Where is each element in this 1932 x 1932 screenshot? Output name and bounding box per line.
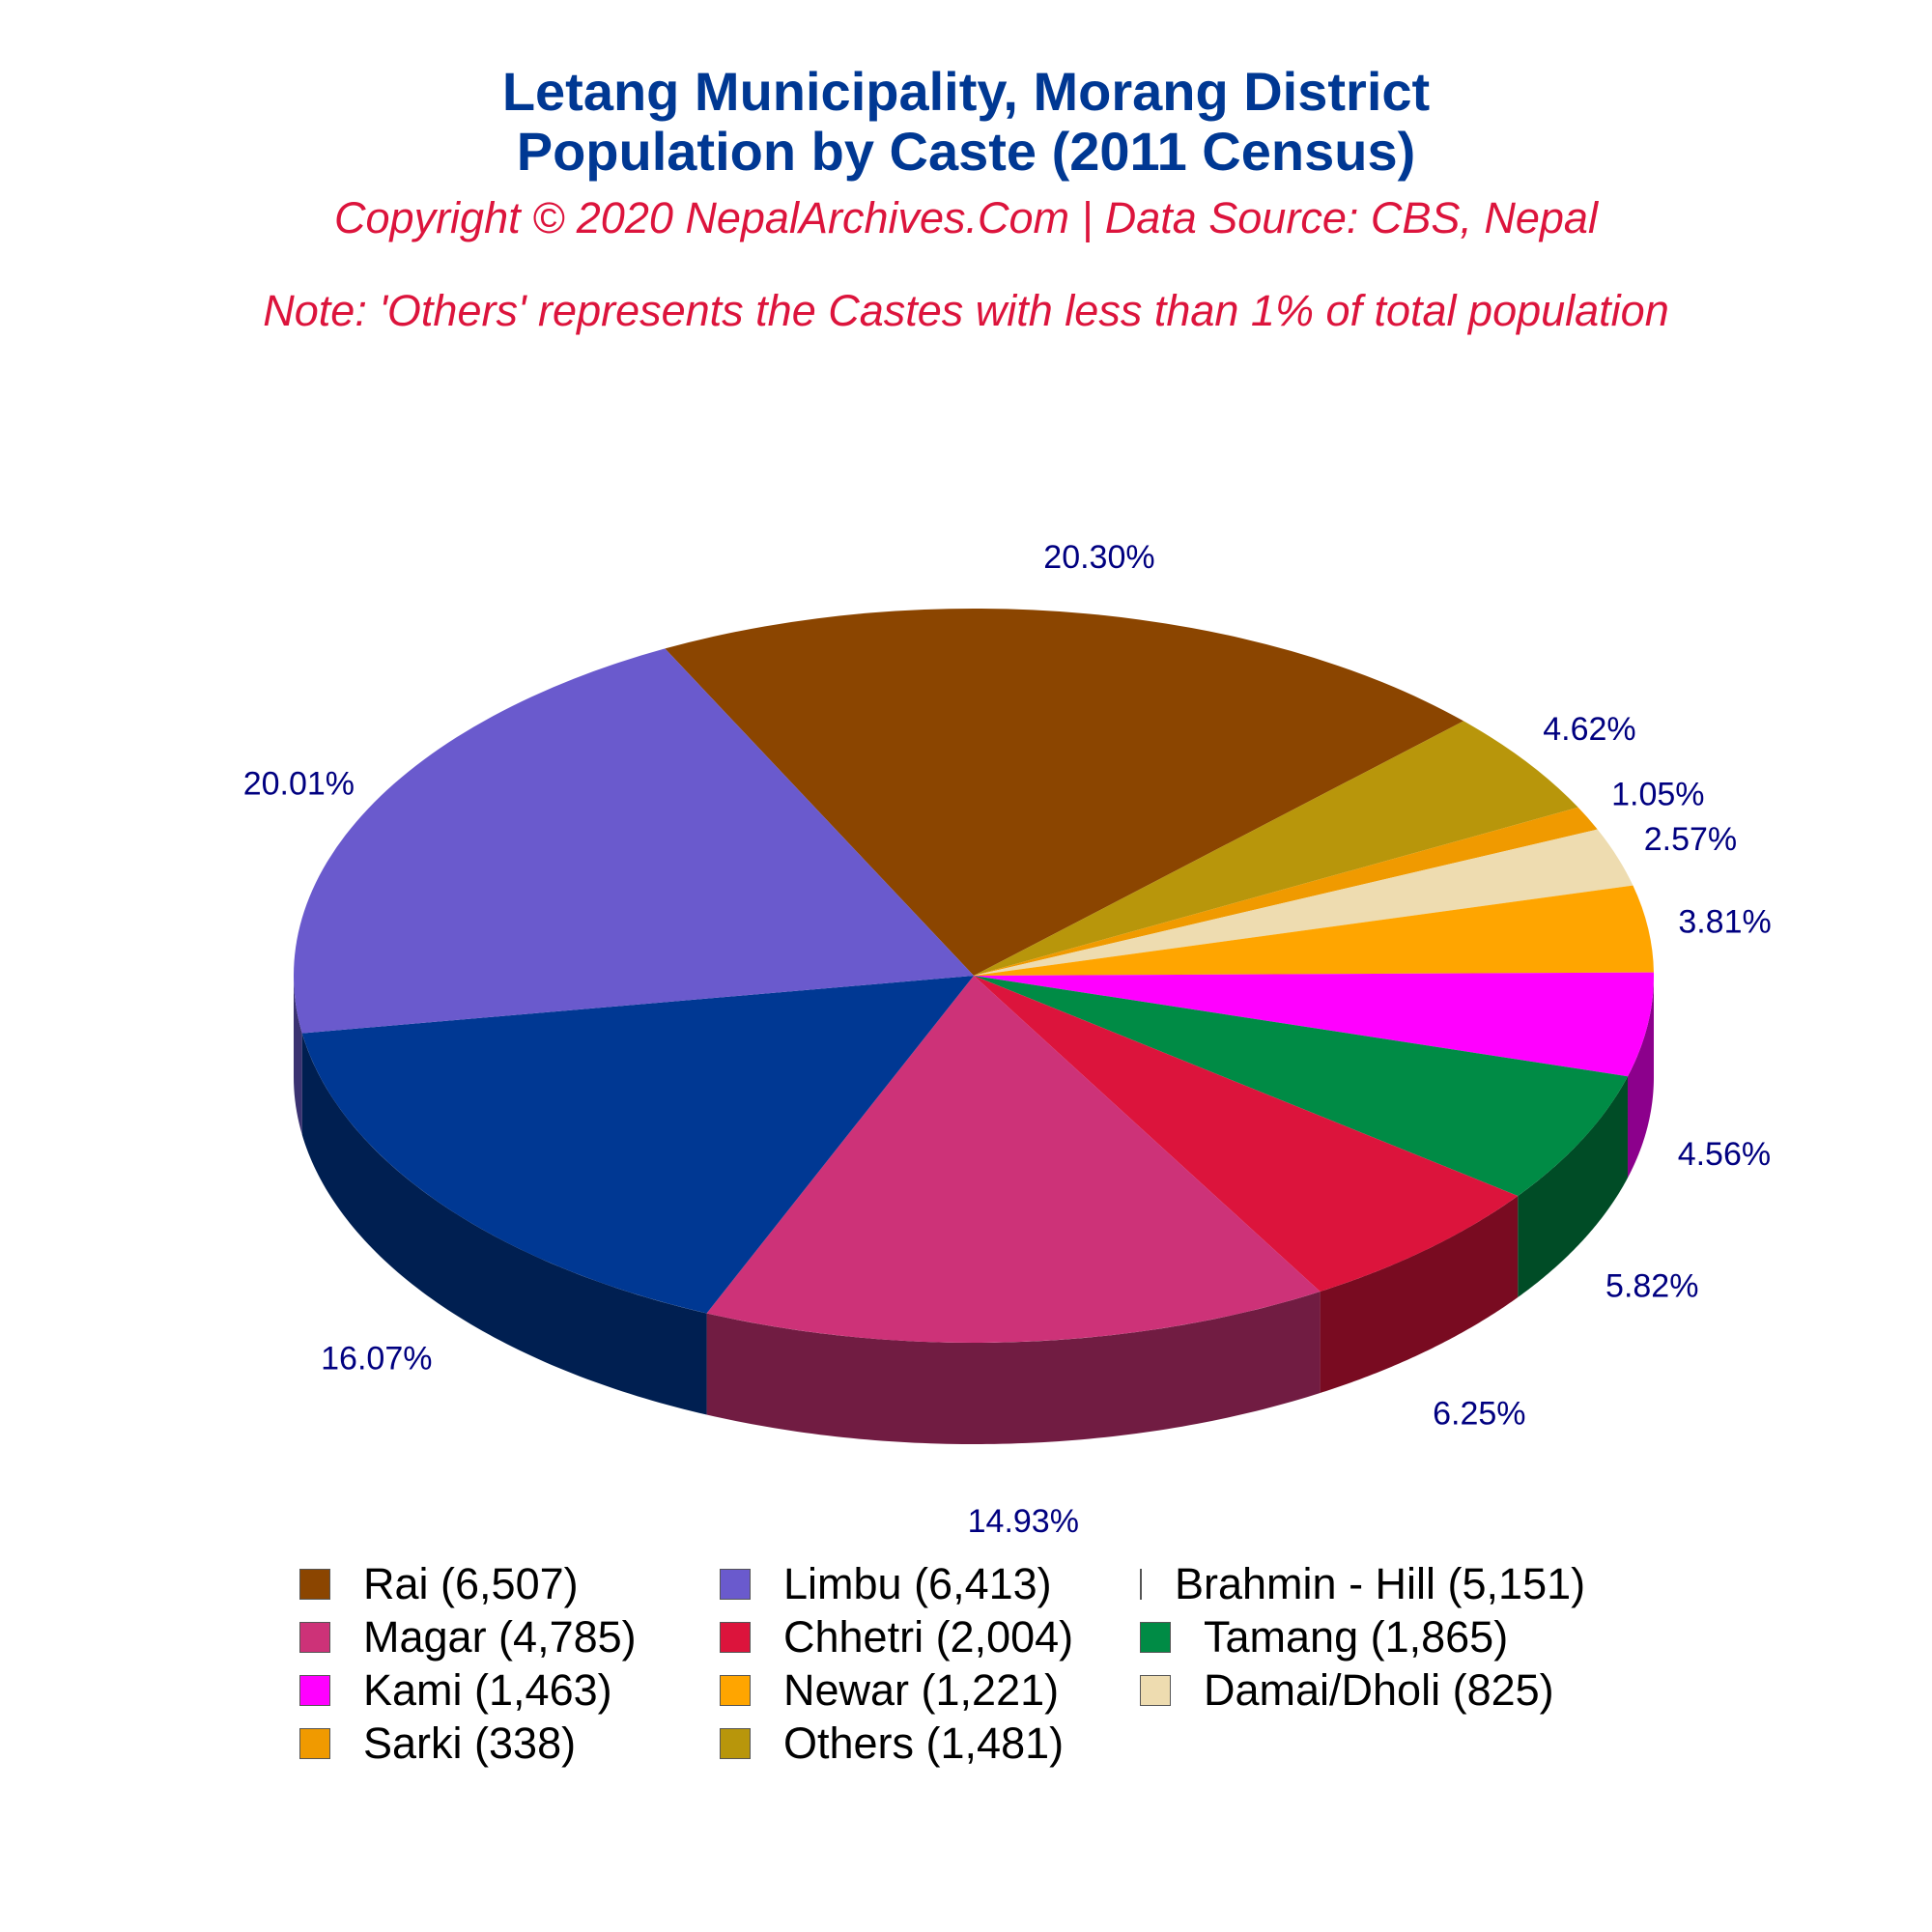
legend <box>299 1557 1748 1770</box>
legend-row <box>299 1557 1748 1610</box>
pie-label-others: 4.62% <box>1543 710 1636 748</box>
legend-swatch <box>299 1569 330 1600</box>
legend-item-limbu <box>720 1557 1140 1610</box>
note-text: Note: 'Others' represents the Castes with less than 1% of total population <box>263 286 1669 335</box>
legend-label: Sarki (338) <box>363 1718 577 1768</box>
legend-label: Others (1,481) <box>783 1718 1065 1768</box>
legend-item-kami <box>299 1663 720 1717</box>
legend-label: Tamang (1,865) <box>1204 1611 1509 1662</box>
legend-item-brahmin-hill <box>1140 1557 1586 1610</box>
pie-label-kami: 4.56% <box>1677 1136 1772 1174</box>
legend-item-magar <box>299 1610 720 1663</box>
legend-swatch <box>299 1675 330 1706</box>
copyright-text: Copyright © 2020 NepalArchives.Com | Data Source: CBS, Nepal <box>334 193 1598 242</box>
legend-item-rai <box>299 1557 720 1610</box>
legend-label: Kami (1,463) <box>363 1664 612 1715</box>
legend-item-chhetri <box>720 1610 1140 1663</box>
legend-item-newar <box>720 1663 1140 1717</box>
legend-swatch <box>1140 1569 1142 1600</box>
legend-swatch <box>1140 1675 1171 1706</box>
pie-label-limbu: 20.01% <box>242 765 355 803</box>
legend-label: Limbu (6,413) <box>783 1558 1052 1608</box>
legend-item-others <box>720 1717 1140 1770</box>
pie-label-rai: 20.30% <box>1043 539 1155 577</box>
legend-label: Newar (1,221) <box>783 1664 1060 1715</box>
pie-label-magar: 14.93% <box>967 1503 1079 1541</box>
pie-label-sarki: 1.05% <box>1611 776 1705 813</box>
legend-label: Magar (4,785) <box>363 1611 637 1662</box>
pie-label-brahmin-hill: 16.07% <box>321 1340 433 1378</box>
legend-swatch <box>720 1728 751 1759</box>
legend-swatch <box>299 1622 330 1653</box>
legend-swatch <box>720 1622 751 1653</box>
legend-swatch <box>720 1569 751 1600</box>
pie-label-damai-dholi: 2.57% <box>1643 820 1738 858</box>
legend-item-sarki <box>299 1717 720 1770</box>
legend-row <box>299 1717 1748 1770</box>
legend-row <box>299 1610 1748 1663</box>
chart-title-line1: Letang Municipality, Morang District <box>501 61 1431 122</box>
pie-label-newar: 3.81% <box>1678 903 1772 941</box>
pie-label-tamang: 5.82% <box>1605 1267 1699 1305</box>
pie-slices <box>294 609 1654 1343</box>
legend-label: Chhetri (2,004) <box>783 1611 1074 1662</box>
legend-label: Damai/Dholi (825) <box>1204 1664 1554 1715</box>
legend-swatch <box>1140 1622 1171 1653</box>
legend-label: Rai (6,507) <box>363 1558 579 1608</box>
legend-swatch <box>299 1728 330 1759</box>
chart-title-line2: Population by Caste (2011 Census) <box>516 121 1416 182</box>
legend-swatch <box>720 1675 751 1706</box>
pie-label-chhetri: 6.25% <box>1433 1395 1526 1433</box>
legend-row <box>299 1663 1748 1717</box>
legend-item-tamang <box>1140 1610 1560 1663</box>
legend-label: Brahmin - Hill (5,151) <box>1175 1558 1586 1608</box>
legend-item-damai-dholi <box>1140 1663 1560 1717</box>
